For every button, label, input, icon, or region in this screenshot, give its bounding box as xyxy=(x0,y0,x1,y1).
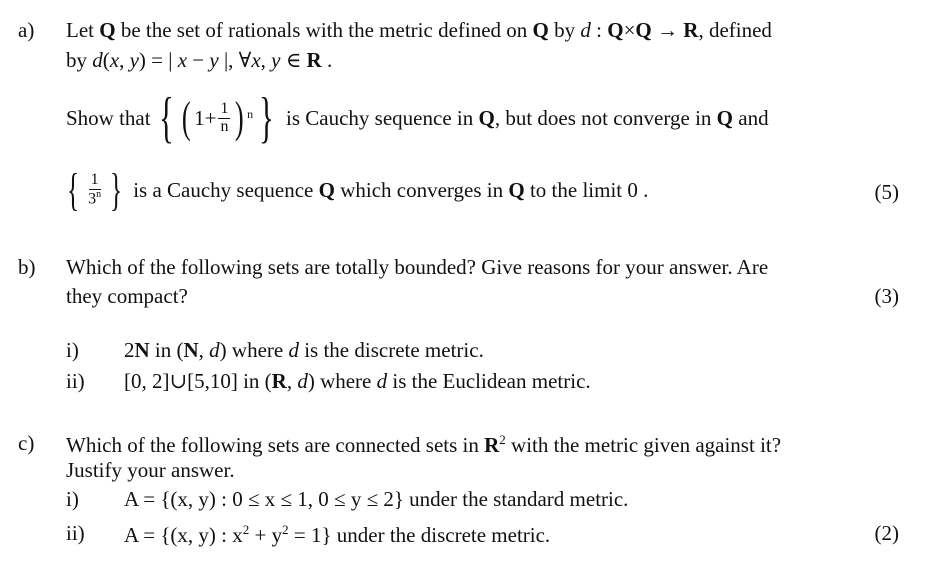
part-c-marks: (2) xyxy=(874,521,899,545)
part-a-sequence-2: { $\frac{1}{3^n}$ } is a Cauchy sequence Q which converges in Q to the limit 0 . xyxy=(66,164,649,215)
part-b-line-1: Which of the following sets are totally bounded? Give reasons for your answer. Are xyxy=(66,255,769,279)
part-b-item-2: [0, 2]∪[5,10] in (R, d) where d is the Euclidean metric. xyxy=(124,369,591,393)
part-a-line-1: Let Q be the set of rationals with the metric defined on Q by d : Q×Q → R, defined xyxy=(66,18,772,42)
part-c-item-1: A = {(x, y) : 0 ≤ x ≤ 1, 0 ≤ y ≤ 2} under the standard metric. xyxy=(124,487,629,511)
part-b-marks: (3) xyxy=(874,284,899,308)
fraction-1-over-3n: $\frac{1}{3^n}$ xyxy=(88,171,102,208)
part-c-line-1: Which of the following sets are connected sets in $R^2$ with the metric given against it? xyxy=(66,432,782,457)
part-a-sequence-1: Show that { ( 1+ $\frac{1}{n}$ ) n } is Cauchy sequence in Q, but does not converge in Q and xyxy=(66,87,769,149)
part-a-line-2: by d(x, y) = | x − y |, ∀x, y ∈ R . xyxy=(66,48,333,72)
part-a-marks: (5) xyxy=(874,180,899,204)
part-b-item-1-num: i) xyxy=(66,338,79,362)
part-c-item-1-num: i) xyxy=(66,487,79,511)
part-b-label: b) xyxy=(18,255,36,279)
part-c-item-2: A = {(x, y) : $x^2 + y^2 = 1$} under the discrete metric. xyxy=(124,522,551,547)
part-b-line-2: they compact? xyxy=(66,284,188,308)
part-a-label: a) xyxy=(18,18,35,42)
part-b-item-2-num: ii) xyxy=(66,369,85,393)
part-b-item-1: 2N in (N, d) where d is the discrete metric. xyxy=(124,338,484,362)
part-c-item-2-num: ii) xyxy=(66,521,85,545)
part-c-line-2: Justify your answer. xyxy=(66,458,235,482)
fraction-1-over-n: $\frac{1}{n}$ xyxy=(220,99,229,135)
part-c-label: c) xyxy=(18,431,35,455)
show-that-text: Show that xyxy=(66,105,151,130)
